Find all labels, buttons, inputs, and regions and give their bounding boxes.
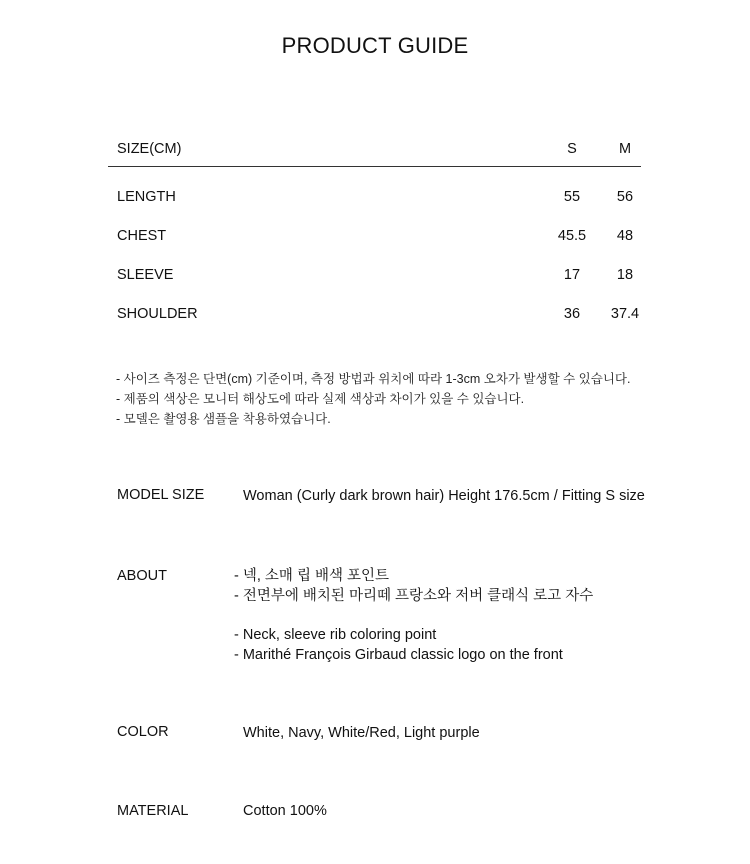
color-value: White, Navy, White/Red, Light purple bbox=[243, 725, 480, 741]
row-label-shoulder: SHOULDER bbox=[117, 306, 198, 322]
color-label: COLOR bbox=[117, 724, 169, 740]
row-value-m: 56 bbox=[616, 189, 634, 205]
row-label-length: LENGTH bbox=[117, 189, 176, 205]
size-header-m: M bbox=[618, 141, 632, 157]
row-label-sleeve: SLEEVE bbox=[117, 267, 174, 283]
table-row bbox=[108, 264, 641, 303]
size-table bbox=[108, 138, 641, 342]
row-value-m: 37.4 bbox=[610, 306, 640, 322]
size-header-label: SIZE(CM) bbox=[117, 141, 182, 157]
table-row bbox=[108, 225, 641, 264]
material-value: Cotton 100% bbox=[243, 803, 327, 819]
table-row bbox=[108, 303, 641, 342]
table-row bbox=[108, 186, 641, 225]
about-line-en: - Neck, sleeve rib coloring point bbox=[234, 627, 437, 643]
about-label: ABOUT bbox=[117, 568, 167, 584]
page-title: PRODUCT GUIDE bbox=[281, 33, 469, 58]
size-table-header bbox=[108, 138, 641, 167]
about-list bbox=[234, 566, 593, 665]
row-value-m: 48 bbox=[616, 228, 634, 244]
material-label: MATERIAL bbox=[117, 803, 189, 819]
note-line: - 사이즈 측정은 단면(cm) 기준이며, 측정 방법과 위치에 따라 1-3cm 오차가 발생할 수 있습니다. bbox=[116, 372, 631, 386]
row-value-s: 17 bbox=[563, 267, 581, 283]
size-header-s: S bbox=[567, 141, 577, 157]
about-line-en: - Marithé François Girbaud classic logo on the front bbox=[234, 647, 563, 663]
note-line: - 제품의 색상은 모니터 해상도에 따라 실제 색상과 차이가 있을 수 있습니다. bbox=[116, 392, 525, 406]
row-value-m: 18 bbox=[616, 267, 634, 283]
about-line-ko: - 넥, 소매 립 배색 포인트 bbox=[234, 568, 390, 584]
row-value-s: 36 bbox=[563, 306, 581, 322]
about-line-ko: - 전면부에 배치된 마리떼 프랑소와 저버 클래식 로고 자수 bbox=[234, 588, 594, 604]
row-value-s: 45.5 bbox=[557, 228, 587, 244]
model-size-value: Woman (Curly dark brown hair) Height 176.5cm / Fitting S size bbox=[243, 488, 645, 504]
note-line: - 모델은 촬영용 샘플을 착용하였습니다. bbox=[116, 412, 331, 426]
size-notes bbox=[116, 369, 630, 429]
model-size-label: MODEL SIZE bbox=[117, 487, 205, 503]
row-label-chest: CHEST bbox=[117, 228, 167, 244]
row-value-s: 55 bbox=[563, 189, 581, 205]
